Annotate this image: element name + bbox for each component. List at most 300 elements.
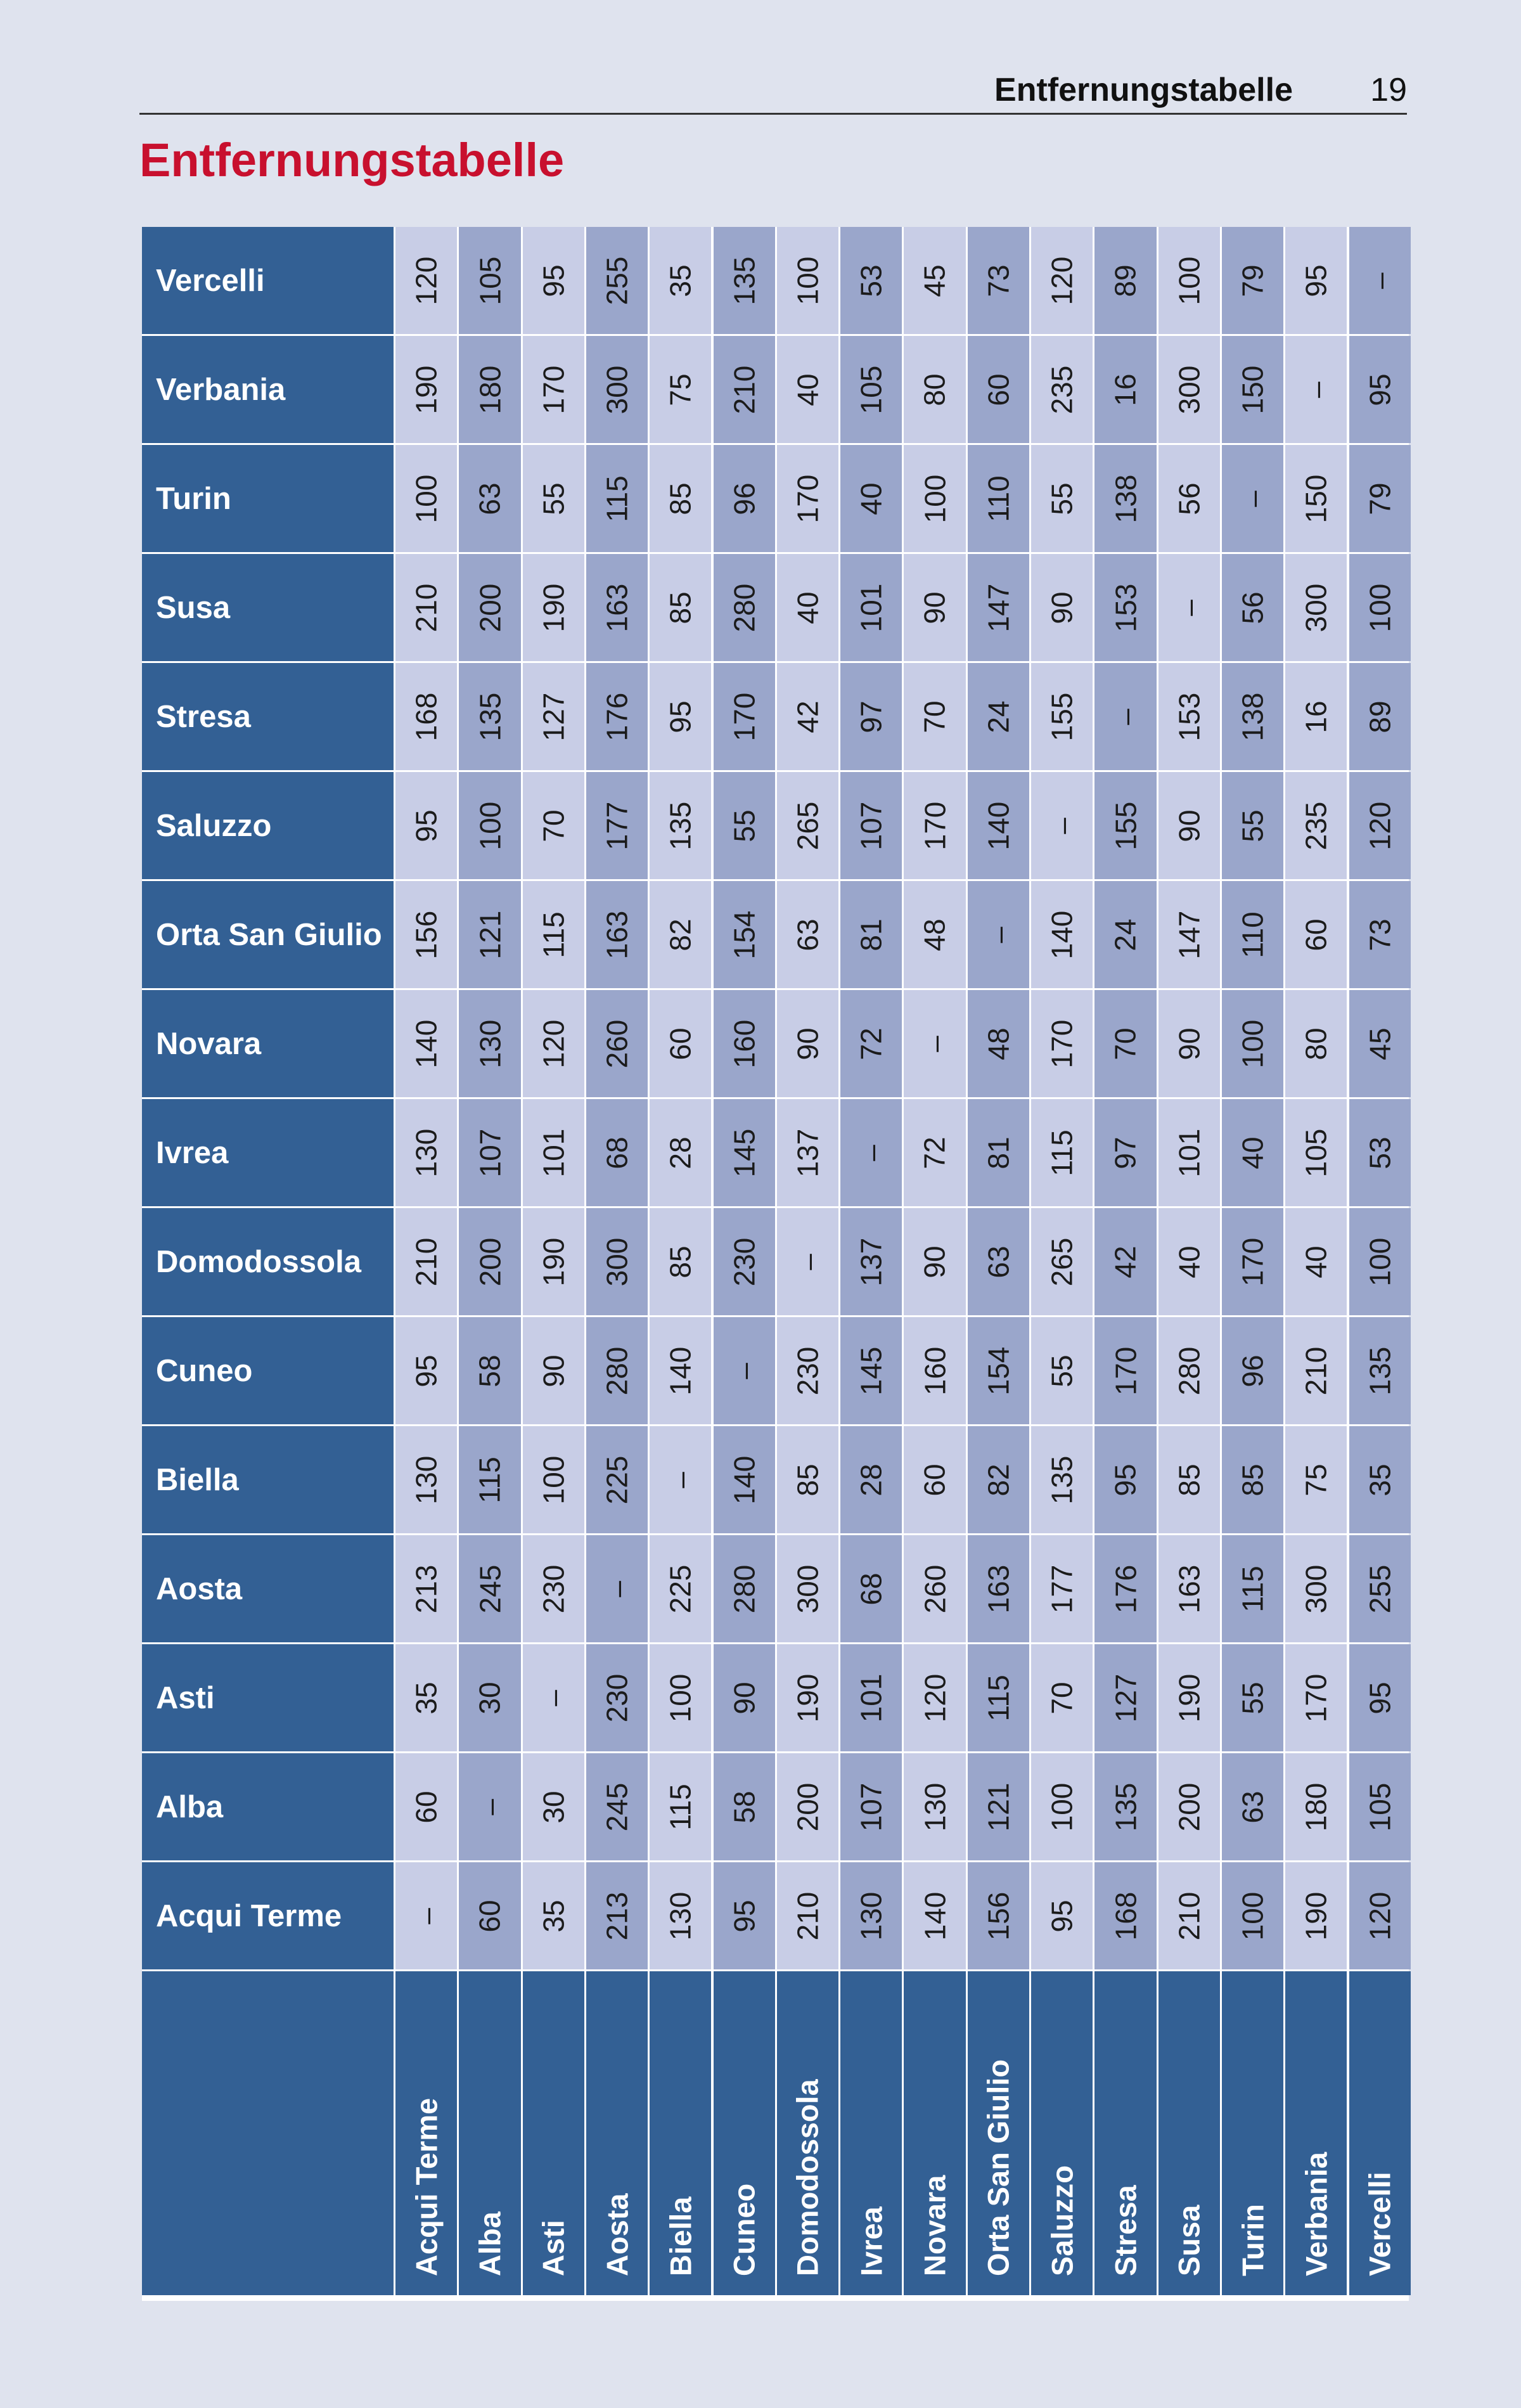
distance-cell	[904, 881, 965, 988]
distance-cell	[1158, 1644, 1220, 1751]
distance-cell	[714, 1644, 775, 1751]
distance-cell	[1285, 1753, 1347, 1860]
distance-cell	[1094, 1099, 1156, 1206]
distance-cell	[1349, 990, 1411, 1097]
distance-value: 154	[982, 1346, 1015, 1395]
distance-cell	[650, 1535, 711, 1642]
column-label: Novara	[918, 2175, 952, 2276]
distance-value: –	[1299, 381, 1333, 398]
distance-value: 150	[1236, 365, 1269, 414]
distance-cell	[650, 1644, 711, 1751]
distance-cell	[1349, 1208, 1411, 1315]
distance-cell	[714, 1753, 775, 1860]
distance-cell	[1094, 1862, 1156, 1969]
distance-value: 170	[537, 365, 570, 414]
distance-value: 100	[1236, 1019, 1269, 1068]
distance-cell	[395, 1535, 457, 1642]
distance-cell	[459, 1317, 520, 1424]
distance-cell	[968, 336, 1029, 443]
column-header	[395, 1971, 457, 2295]
distance-value: 130	[473, 1019, 506, 1068]
distance-value: 45	[1363, 1027, 1397, 1060]
distance-value: 160	[728, 1019, 761, 1068]
distance-cell	[586, 881, 648, 988]
column-header	[1158, 1971, 1220, 2295]
distance-cell	[1094, 772, 1156, 879]
column-label: Aosta	[600, 2193, 634, 2276]
distance-cell	[1031, 1644, 1093, 1751]
distance-cell	[714, 663, 775, 770]
distance-value: 300	[1299, 1564, 1333, 1613]
distance-value: 135	[728, 256, 761, 305]
distance-value: 53	[1363, 1136, 1397, 1169]
distance-value: 225	[664, 1564, 697, 1613]
distance-value: 300	[600, 365, 634, 414]
distance-cell	[714, 336, 775, 443]
distance-cell	[1349, 336, 1411, 443]
distance-cell	[1285, 445, 1347, 552]
distance-cell	[1031, 1208, 1093, 1315]
distance-value: 170	[1108, 1346, 1142, 1395]
distance-value: 58	[728, 1790, 761, 1824]
distance-cell	[1031, 445, 1093, 552]
distance-value: 97	[1108, 1136, 1142, 1169]
distance-cell	[840, 1753, 902, 1860]
distance-cell	[904, 1644, 965, 1751]
distance-cell	[1349, 1099, 1411, 1206]
distance-value: 58	[473, 1354, 506, 1387]
distance-value: 68	[600, 1136, 634, 1169]
distance-value: 90	[728, 1681, 761, 1715]
distance-value: 100	[1363, 1237, 1397, 1286]
distance-cell	[1222, 881, 1283, 988]
distance-cell	[1031, 1535, 1093, 1642]
distance-value: 80	[918, 373, 952, 406]
distance-cell	[1285, 1644, 1347, 1751]
column-header	[968, 1971, 1029, 2295]
distance-value: 210	[1299, 1346, 1333, 1395]
distance-cell	[968, 663, 1029, 770]
distance-cell	[1222, 227, 1283, 334]
distance-cell	[714, 1862, 775, 1969]
distance-value: 100	[1172, 256, 1206, 305]
distance-cell	[459, 336, 520, 443]
distance-value: 79	[1363, 482, 1397, 515]
distance-cell	[650, 772, 711, 879]
distance-value: –	[854, 1144, 888, 1161]
distance-value: 55	[1236, 1681, 1269, 1715]
distance-value: 40	[1172, 1245, 1206, 1278]
distance-value: 55	[728, 809, 761, 842]
distance-cell	[1158, 990, 1220, 1097]
distance-cell	[777, 881, 838, 988]
distance-value: –	[473, 1798, 506, 1815]
distance-value: 70	[918, 700, 952, 733]
distance-value: 190	[791, 1673, 825, 1722]
distance-cell	[586, 1644, 648, 1751]
distance-value: 63	[982, 1245, 1015, 1278]
distance-value: 85	[1236, 1463, 1269, 1497]
distance-value: 35	[1363, 1463, 1397, 1497]
distance-cell	[1349, 663, 1411, 770]
column-header	[650, 1971, 711, 2295]
distance-value: 230	[537, 1564, 570, 1613]
distance-cell	[1158, 881, 1220, 988]
distance-cell	[1222, 1099, 1283, 1206]
distance-value: 127	[1108, 1673, 1142, 1722]
distance-value: 170	[791, 474, 825, 523]
distance-cell	[459, 1535, 520, 1642]
distance-cell	[1285, 990, 1347, 1097]
distance-value: 72	[918, 1136, 952, 1169]
distance-cell	[395, 554, 457, 661]
distance-value: 163	[600, 583, 634, 632]
distance-cell	[1158, 1426, 1220, 1533]
distance-value: 101	[537, 1128, 570, 1177]
distance-cell	[1158, 772, 1220, 879]
distance-cell	[650, 336, 711, 443]
distance-cell	[777, 554, 838, 661]
distance-value: 55	[1236, 809, 1269, 842]
distance-value: 60	[918, 1463, 952, 1497]
distance-value: 60	[409, 1790, 443, 1824]
distance-cell	[904, 445, 965, 552]
distance-value: 60	[664, 1027, 697, 1060]
distance-cell	[1158, 1317, 1220, 1424]
distance-value: 81	[982, 1136, 1015, 1169]
distance-value: 121	[473, 910, 506, 959]
distance-value: 138	[1236, 692, 1269, 741]
distance-cell	[459, 445, 520, 552]
distance-value: 82	[664, 918, 697, 951]
distance-value: 170	[918, 801, 952, 850]
distance-cell	[1094, 227, 1156, 334]
distance-cell	[904, 1535, 965, 1642]
distance-cell	[1094, 1208, 1156, 1315]
distance-cell	[1349, 1426, 1411, 1533]
distance-value: 170	[1299, 1673, 1333, 1722]
distance-cell	[777, 1317, 838, 1424]
column-header	[777, 1971, 838, 2295]
column-header	[1222, 1971, 1283, 2295]
distance-value: 176	[1108, 1564, 1142, 1613]
distance-cell	[1285, 336, 1347, 443]
distance-value: 85	[791, 1463, 825, 1497]
column-header	[586, 1971, 648, 2295]
distance-cell	[1285, 1535, 1347, 1642]
distance-value: 70	[1045, 1681, 1079, 1715]
distance-cell	[1349, 1753, 1411, 1860]
distance-cell	[1285, 554, 1347, 661]
distance-cell	[777, 336, 838, 443]
distance-value: 95	[1108, 1463, 1142, 1497]
distance-cell	[1349, 227, 1411, 334]
column-label: Ivrea	[854, 2206, 889, 2276]
distance-value: 190	[537, 1237, 570, 1286]
distance-value: 100	[1363, 583, 1397, 632]
distance-cell	[840, 1862, 902, 1969]
distance-value: 230	[791, 1346, 825, 1395]
distance-value: 120	[1045, 256, 1079, 305]
distance-cell	[650, 1426, 711, 1533]
distance-value: 60	[473, 1899, 506, 1933]
distance-cell	[1031, 1426, 1093, 1533]
distance-cell	[586, 1862, 648, 1969]
distance-cell	[523, 336, 584, 443]
distance-value: 140	[918, 1891, 952, 1940]
distance-value: 79	[1236, 264, 1269, 297]
distance-cell	[714, 772, 775, 879]
distance-value: 135	[1045, 1455, 1079, 1504]
distance-value: 140	[409, 1019, 443, 1068]
distance-value: 300	[1299, 583, 1333, 632]
distance-value: 155	[1045, 692, 1079, 741]
distance-value: 130	[664, 1891, 697, 1940]
distance-cell	[459, 663, 520, 770]
distance-value: 95	[409, 1354, 443, 1387]
distance-cell	[650, 1862, 711, 1969]
distance-value: 280	[600, 1346, 634, 1395]
distance-cell	[459, 1862, 520, 1969]
distance-value: –	[600, 1580, 634, 1597]
distance-value: 24	[982, 700, 1015, 733]
distance-value: 45	[918, 264, 952, 297]
page-title: Entfernungstabelle	[139, 134, 565, 186]
distance-cell	[523, 445, 584, 552]
distance-cell	[840, 1644, 902, 1751]
distance-value: 115	[1236, 1565, 1269, 1613]
distance-value: 101	[854, 1673, 888, 1722]
distance-value: 105	[854, 365, 888, 414]
distance-cell	[1222, 990, 1283, 1097]
distance-cell	[777, 1862, 838, 1969]
distance-cell	[904, 990, 965, 1097]
distance-cell	[459, 1644, 520, 1751]
distance-cell	[1031, 1753, 1093, 1860]
distance-cell	[650, 1208, 711, 1315]
distance-cell	[395, 1644, 457, 1751]
distance-value: 105	[1363, 1782, 1397, 1831]
distance-cell	[395, 336, 457, 443]
distance-cell	[523, 1862, 584, 1969]
distance-value: 90	[1045, 591, 1079, 624]
distance-cell	[1094, 990, 1156, 1097]
distance-value: 210	[1172, 1891, 1206, 1940]
distance-value: 147	[1172, 910, 1206, 959]
distance-cell	[1349, 881, 1411, 988]
distance-value: 30	[473, 1681, 506, 1715]
distance-cell	[1031, 990, 1093, 1097]
distance-cell	[395, 1862, 457, 1969]
distance-cell	[523, 663, 584, 770]
column-label: Acqui Terme	[409, 2097, 444, 2276]
distance-cell	[777, 1426, 838, 1533]
distance-cell	[523, 1753, 584, 1860]
distance-value: 137	[854, 1237, 888, 1286]
distance-value: 81	[854, 918, 888, 951]
distance-cell	[714, 1535, 775, 1642]
distance-cell	[777, 663, 838, 770]
distance-value: 85	[1172, 1463, 1206, 1497]
distance-cell	[1031, 336, 1093, 443]
distance-cell	[1158, 336, 1220, 443]
distance-value: 280	[728, 1564, 761, 1613]
distance-value: 155	[1108, 801, 1142, 850]
distance-value: 135	[1108, 1782, 1142, 1831]
distance-value: 210	[409, 1237, 443, 1286]
distance-value: 63	[473, 482, 506, 515]
running-header	[139, 68, 1407, 115]
distance-value: 163	[600, 910, 634, 959]
distance-cell	[1349, 445, 1411, 552]
distance-cell	[1222, 554, 1283, 661]
distance-value: 170	[1236, 1237, 1269, 1286]
distance-cell	[777, 1208, 838, 1315]
distance-cell	[459, 1753, 520, 1860]
distance-value: 95	[537, 264, 570, 297]
distance-cell	[840, 772, 902, 879]
column-label: Alba	[473, 2212, 507, 2276]
distance-cell	[650, 227, 711, 334]
distance-value: 28	[854, 1463, 888, 1497]
distance-cell	[586, 990, 648, 1097]
distance-value: 40	[1236, 1136, 1269, 1169]
distance-cell	[586, 1426, 648, 1533]
distance-value: 30	[537, 1790, 570, 1824]
distance-cell	[968, 1426, 1029, 1533]
distance-cell	[1094, 1644, 1156, 1751]
distance-value: 35	[664, 264, 697, 297]
row-label: Biella	[142, 1426, 394, 1533]
distance-value: 177	[600, 801, 634, 850]
distance-cell	[1031, 227, 1093, 334]
row-label: Acqui Terme	[142, 1862, 394, 1969]
distance-cell	[1285, 1862, 1347, 1969]
distance-value: 135	[473, 692, 506, 741]
distance-cell	[1158, 1535, 1220, 1642]
distance-cell	[904, 1099, 965, 1206]
distance-value: 40	[791, 373, 825, 406]
distance-cell	[840, 1535, 902, 1642]
distance-table	[142, 227, 1409, 2301]
distance-value: 280	[728, 583, 761, 632]
distance-cell	[650, 445, 711, 552]
distance-cell	[1094, 1753, 1156, 1860]
row-label: Ivrea	[142, 1099, 394, 1206]
column-header	[904, 1971, 965, 2295]
column-label: Vercelli	[1363, 2172, 1397, 2276]
column-header	[523, 1971, 584, 2295]
distance-cell	[395, 1099, 457, 1206]
distance-cell	[1158, 554, 1220, 661]
distance-value: 40	[1299, 1245, 1333, 1278]
column-label: Susa	[1172, 2205, 1206, 2276]
distance-value: 260	[600, 1019, 634, 1068]
distance-value: 100	[1236, 1891, 1269, 1940]
distance-cell	[1285, 1208, 1347, 1315]
distance-cell	[777, 227, 838, 334]
distance-cell	[650, 663, 711, 770]
distance-value: 120	[1363, 1891, 1397, 1940]
distance-cell	[1094, 1426, 1156, 1533]
column-label: Cuneo	[727, 2183, 761, 2276]
row-label: Alba	[142, 1753, 394, 1860]
distance-value: 89	[1363, 700, 1397, 733]
distance-value: –	[1363, 272, 1397, 289]
distance-value: 210	[409, 583, 443, 632]
distance-value: 95	[1299, 264, 1333, 297]
distance-value: 265	[791, 801, 825, 850]
distance-cell	[777, 1099, 838, 1206]
distance-value: 95	[1363, 373, 1397, 406]
distance-cell	[395, 1753, 457, 1860]
distance-value: 163	[1172, 1564, 1206, 1613]
distance-cell	[840, 663, 902, 770]
distance-value: 170	[1045, 1019, 1079, 1068]
distance-value: 190	[409, 365, 443, 414]
corner-cell	[142, 1971, 394, 2295]
distance-value: 110	[982, 475, 1015, 522]
column-header	[1031, 1971, 1093, 2295]
distance-cell	[586, 663, 648, 770]
distance-value: 40	[854, 482, 888, 515]
distance-cell	[1285, 772, 1347, 879]
distance-value: 210	[791, 1891, 825, 1940]
distance-value: 140	[664, 1346, 697, 1395]
distance-cell	[714, 1208, 775, 1315]
distance-value: 72	[854, 1027, 888, 1060]
distance-cell	[395, 990, 457, 1097]
distance-value: 190	[1299, 1891, 1333, 1940]
distance-cell	[714, 881, 775, 988]
distance-value: 115	[600, 475, 634, 522]
distance-cell	[459, 554, 520, 661]
distance-value: 100	[1045, 1782, 1079, 1831]
distance-value: 154	[728, 910, 761, 959]
distance-cell	[459, 1426, 520, 1533]
page-number: 19	[1370, 72, 1407, 108]
row-label: Turin	[142, 445, 394, 552]
row-label: Susa	[142, 554, 394, 661]
distance-cell	[523, 1644, 584, 1751]
distance-cell	[714, 1317, 775, 1424]
distance-value: 190	[537, 583, 570, 632]
distance-value: 35	[537, 1899, 570, 1933]
distance-value: 120	[537, 1019, 570, 1068]
distance-value: 85	[664, 1245, 697, 1278]
distance-cell	[586, 445, 648, 552]
distance-cell	[523, 1535, 584, 1642]
running-title: Entfernungstabelle	[994, 72, 1293, 108]
distance-value: 177	[1045, 1564, 1079, 1613]
distance-value: 200	[473, 583, 506, 632]
distance-cell	[1031, 663, 1093, 770]
distance-value: 168	[409, 692, 443, 741]
distance-cell	[459, 881, 520, 988]
distance-value: 265	[1045, 1237, 1079, 1286]
distance-cell	[904, 772, 965, 879]
distance-cell	[1285, 227, 1347, 334]
distance-cell	[523, 1208, 584, 1315]
distance-value: 90	[791, 1027, 825, 1060]
distance-value: 245	[473, 1564, 506, 1613]
distance-value: 163	[982, 1564, 1015, 1613]
distance-cell	[714, 1099, 775, 1206]
distance-value: 55	[1045, 482, 1079, 515]
distance-cell	[968, 445, 1029, 552]
distance-value: 105	[473, 256, 506, 305]
distance-cell	[586, 1535, 648, 1642]
